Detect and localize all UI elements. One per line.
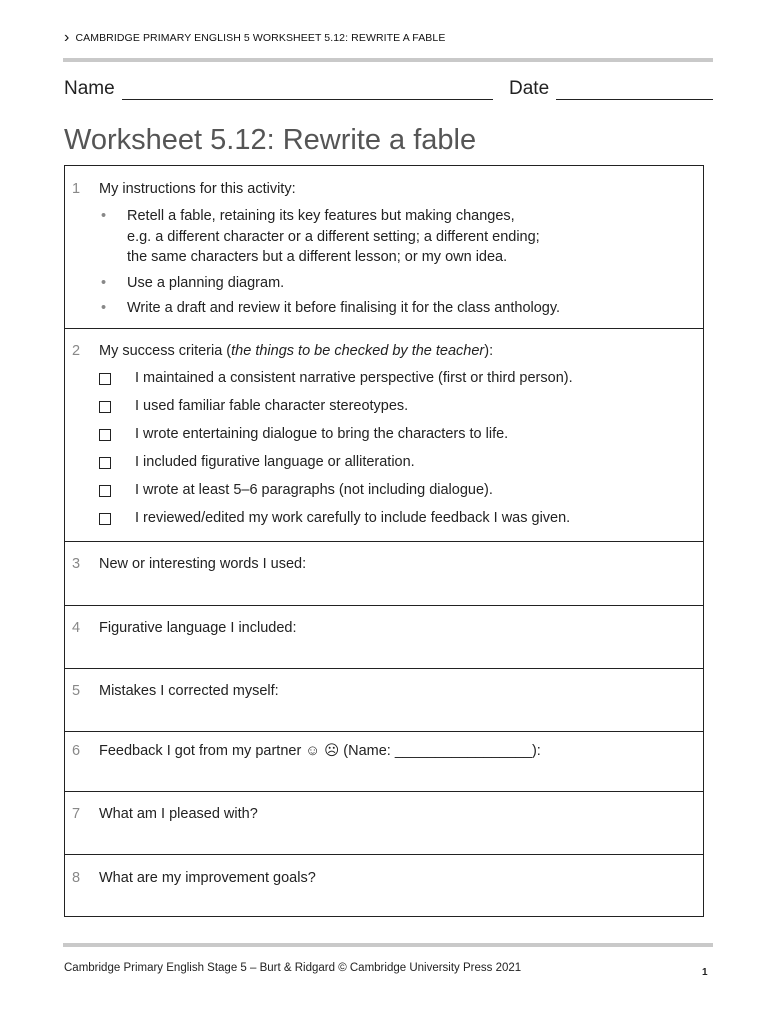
header-divider [63,58,713,62]
date-field[interactable] [556,99,713,100]
bullet-icon: • [101,208,107,224]
section-7-row[interactable] [65,791,703,854]
criterion-checkbox[interactable] [99,485,111,497]
section-number: 8 [72,870,81,886]
name-field[interactable] [122,99,493,100]
header-title: CAMBRIDGE PRIMARY ENGLISH 5 WORKSHEET 5.12: REWRITE A FABLE [75,32,446,44]
section-4-row[interactable] [65,605,703,668]
section-1-row [65,166,703,328]
list-item: • Retell a fable, retaining its key features but making changes, e.g. a different character or a different setting; a different ending; the same characters but a different lesson; or my own idea. [101,208,540,265]
instructions-list [99,206,560,324]
criterion-checkbox[interactable] [99,513,111,525]
section-heading: My success criteria (the things to be checked by the teacher): [99,343,494,359]
date-label: Date [509,78,550,99]
section-8-row[interactable] [65,854,703,916]
worksheet-table [64,165,704,917]
section-number: 6 [72,743,81,759]
page-title: Worksheet 5.12: Rewrite a fable [64,124,477,156]
criterion-checkbox[interactable] [99,457,111,469]
section-number: 4 [72,620,81,636]
criterion-label: I wrote at least 5–6 paragraphs (not including dialogue). [135,482,493,498]
section-3-row[interactable] [65,541,703,605]
section-number: 3 [72,556,81,572]
criterion-label: I used familiar fable character stereotypes. [135,398,409,414]
section-5-row[interactable] [65,668,703,731]
section-prompt: What am I pleased with? [99,806,258,822]
section-number: 1 [72,181,81,197]
criterion-checkbox[interactable] [99,373,111,385]
list-item: • Write a draft and review it before finalising it for the class anthology. [99,298,560,319]
section-prompt: Feedback I got from my partner ☺ ☹ (Name: _________________): [99,743,541,759]
section-prompt: What are my improvement goals? [99,870,316,886]
name-label: Name [64,78,115,99]
list-item: • Use a planning diagram. [99,273,560,294]
section-prompt: Figurative language I included: [99,620,297,636]
bullet-icon: • [101,300,107,316]
section-number: 7 [72,806,81,822]
criterion-label: I maintained a consistent narrative perspective (first or third person). [135,370,573,386]
running-header [64,28,445,46]
section-number: 2 [72,343,81,359]
page-number: 1 [702,967,708,978]
criterion-checkbox[interactable] [99,401,111,413]
criterion-label: I included figurative language or alliteration. [135,454,415,470]
bullet-icon: • [101,274,107,291]
section-heading: My instructions for this activity: [99,181,296,197]
section-prompt: Mistakes I corrected myself: [99,683,279,699]
footer-divider [63,943,713,947]
chevron-right-icon: › [64,29,70,46]
criterion-checkbox[interactable] [99,429,111,441]
section-prompt: New or interesting words I used: [99,556,307,572]
criterion-label: I wrote entertaining dialogue to bring the characters to life. [135,426,509,442]
criterion-label: I reviewed/edited my work carefully to include feedback I was given. [135,510,571,526]
section-number: 5 [72,683,81,699]
section-2-row [65,328,703,541]
footer-text: Cambridge Primary English Stage 5 – Burt & Ridgard © Cambridge University Press 2021 [64,962,522,974]
section-6-row[interactable] [65,731,703,791]
